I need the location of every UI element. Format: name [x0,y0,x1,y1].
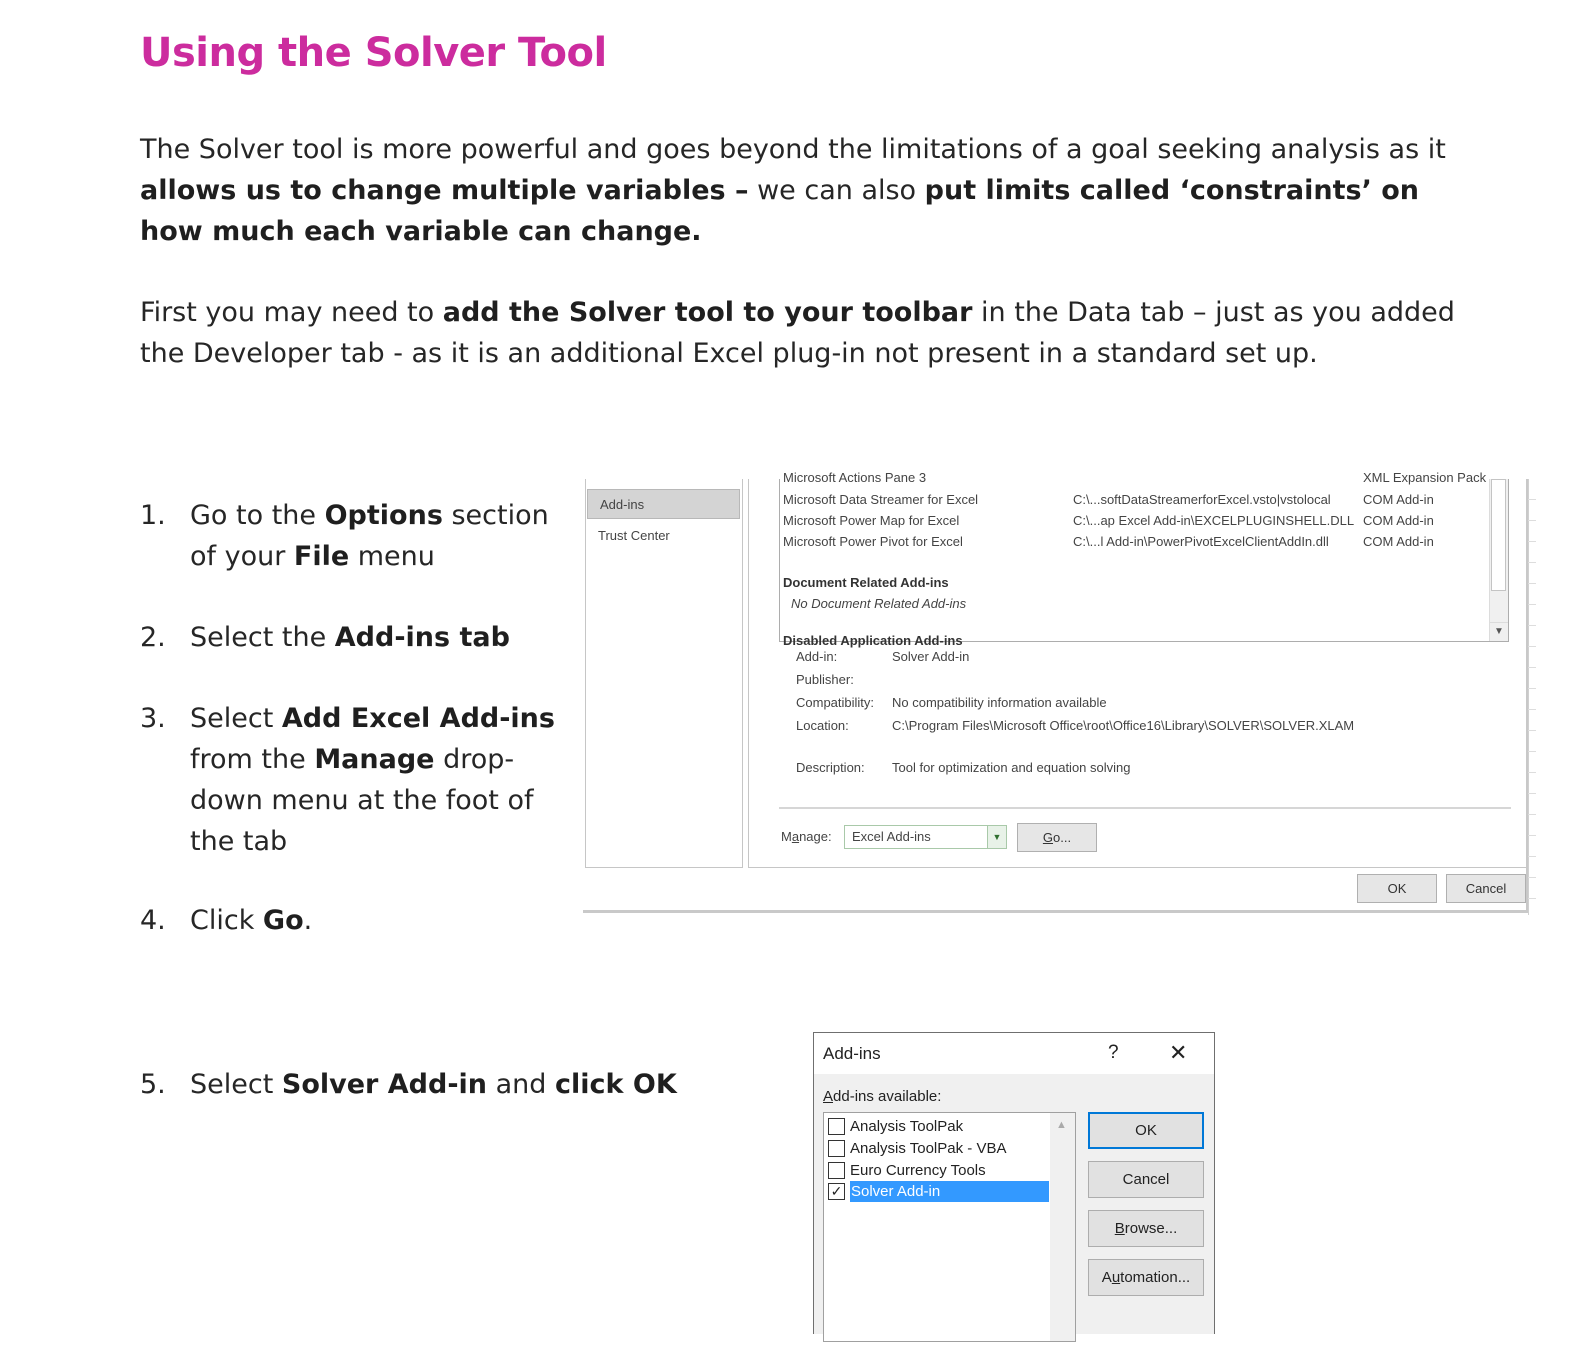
list-item[interactable]: Microsoft Actions Pane 3 XML Expansion Pack [783,470,1487,485]
intro-text: The Solver tool is more powerful and goes beyond the limitations of a goal seeking analysis as it [140,134,1446,165]
chevron-up-icon[interactable]: ▲ [1056,1119,1067,1131]
browse-button[interactable]: Browse... [1088,1210,1204,1247]
grid-line [1528,688,1536,689]
close-icon[interactable]: ✕ [1169,1040,1188,1065]
step-number: 3. [140,703,166,734]
manage-dropdown[interactable] [844,825,1007,849]
page-title: Using the Solver Tool [140,30,607,76]
list-scrollbar[interactable] [1050,1113,1075,1341]
checkbox[interactable] [828,1118,845,1135]
group-heading-cut: Disabled Application Add-ins [783,633,963,648]
chevron-down-icon[interactable]: ▼ [1490,622,1508,641]
nav-item-trust-center[interactable]: Trust Center [598,528,670,543]
nav-item-add-ins[interactable]: Add-ins [587,489,740,519]
intro-paragraph-2 [140,292,1460,374]
dialog-title: Add-ins [823,1044,881,1063]
checkbox[interactable] [828,1162,845,1179]
addins-list[interactable] [823,1112,1076,1342]
list-item[interactable] [826,1160,1048,1181]
list-item[interactable] [826,1116,1048,1137]
options-content-panel [748,470,1527,868]
detail-publisher: Publisher: [796,672,854,687]
step-text: Select Solver Add-in and click OK [190,1069,677,1100]
intro-text: in the Data tab – just as you added the Developer tab - as it is an additional Excel plug-in not present in a standard set up. [140,297,1455,369]
detail-compatibility: Compatibility: No compatibility information available [796,695,1107,710]
list-item-label: Analysis ToolPak - VBA [850,1140,1007,1157]
grid-line [1528,877,1536,878]
step-text: Click Go. [190,905,313,936]
list-item-selected[interactable] [826,1181,1048,1202]
cancel-button[interactable]: Cancel [1088,1161,1204,1198]
excel-options-screenshot [583,470,1536,915]
grid-line [1528,793,1536,794]
grid-line [1528,646,1536,647]
options-nav-panel [585,479,743,868]
list-item[interactable] [826,1138,1048,1159]
list-item[interactable]: Microsoft Power Map for Excel C:\...ap Excel Add-in\EXCELPLUGINSHELL.DLL COM Add-in [783,513,1434,528]
grid-line [1528,814,1536,815]
grid-line [1528,772,1536,773]
detail-addin: Add-in: Solver Add-in [796,649,970,664]
help-icon[interactable]: ? [1108,1042,1119,1063]
grid-line [1528,541,1536,542]
intro-bold: allows us to change multiple variables – [140,175,749,206]
intro-paragraph-1 [140,129,1460,252]
grid-line [1528,667,1536,668]
grid-line [1528,751,1536,752]
detail-location: Location: C:\Program Files\Microsoft Office\root\Office16\Library\SOLVER\SOLVER.XLAM [796,718,1355,733]
group-heading: Document Related Add-ins [783,575,949,590]
manage-label: Manage: [781,829,832,844]
chevron-down-icon[interactable]: ▼ [987,826,1006,848]
grid-line [1528,604,1536,605]
grid-line [1528,709,1536,710]
step-text: Select Add Excel Add-ins from the Manage drop-down menu at the foot of the tab [190,703,555,857]
grid-line [1528,562,1536,563]
checkbox-checked[interactable]: ✓ [828,1183,845,1200]
grid-line [1528,730,1536,731]
addins-available-label: Add-ins available: [823,1088,942,1105]
manage-dropdown-value: Excel Add-ins [852,829,931,844]
list-item-label: Euro Currency Tools [850,1162,986,1179]
group-empty-text: No Document Related Add-ins [791,596,967,611]
dialog-titlebar [814,1033,1214,1074]
list-item[interactable]: Microsoft Power Pivot for Excel C:\...l Add-in\PowerPivotExcelClientAddIn.dll COM Add-in [783,534,1434,549]
grid-line [1528,898,1536,899]
step-number: 5. [140,1069,166,1100]
addins-dialog-screenshot [813,1032,1215,1334]
list-scrollbar[interactable] [1489,479,1508,641]
checkbox[interactable] [828,1140,845,1157]
intro-text: we can also [748,175,925,206]
detail-description: Description: Tool for optimization and equation solving [796,760,1131,775]
step-text: Select the Add-ins tab [190,622,510,653]
cancel-button[interactable]: Cancel [1446,874,1526,903]
grid-line [1528,520,1536,521]
ok-button[interactable]: OK [1357,874,1437,903]
divider [779,807,1511,809]
step-number: 2. [140,622,166,653]
grid-line [1528,625,1536,626]
step-text: Go to the Options section of your File menu [190,500,549,572]
step-number: 1. [140,500,166,531]
list-item-label: Solver Add-in [850,1181,1049,1202]
list-item[interactable]: Microsoft Data Streamer for Excel C:\...softDataStreamerforExcel.vsto|vstolocal COM Add-in [783,492,1434,507]
list-item-label: Analysis ToolPak [850,1118,964,1135]
grid-line [1528,583,1536,584]
spreadsheet-background [1528,479,1537,915]
grid-line [1528,835,1536,836]
step-number: 4. [140,905,166,936]
intro-bold: add the Solver tool to your toolbar [442,297,973,328]
grid-line [1528,499,1536,500]
scrollbar-thumb[interactable] [1491,479,1506,591]
addin-list[interactable] [779,470,1509,648]
intro-bold: put limits called ‘constraints’ on how much each variable can change. [140,175,1420,247]
go-button[interactable]: Go... [1017,823,1097,852]
intro-text: First you may need to [140,297,443,328]
grid-line [1528,856,1536,857]
ok-button[interactable]: OK [1088,1112,1204,1149]
automation-button[interactable]: Automation... [1088,1259,1204,1296]
dialog-shadow [583,910,1528,913]
